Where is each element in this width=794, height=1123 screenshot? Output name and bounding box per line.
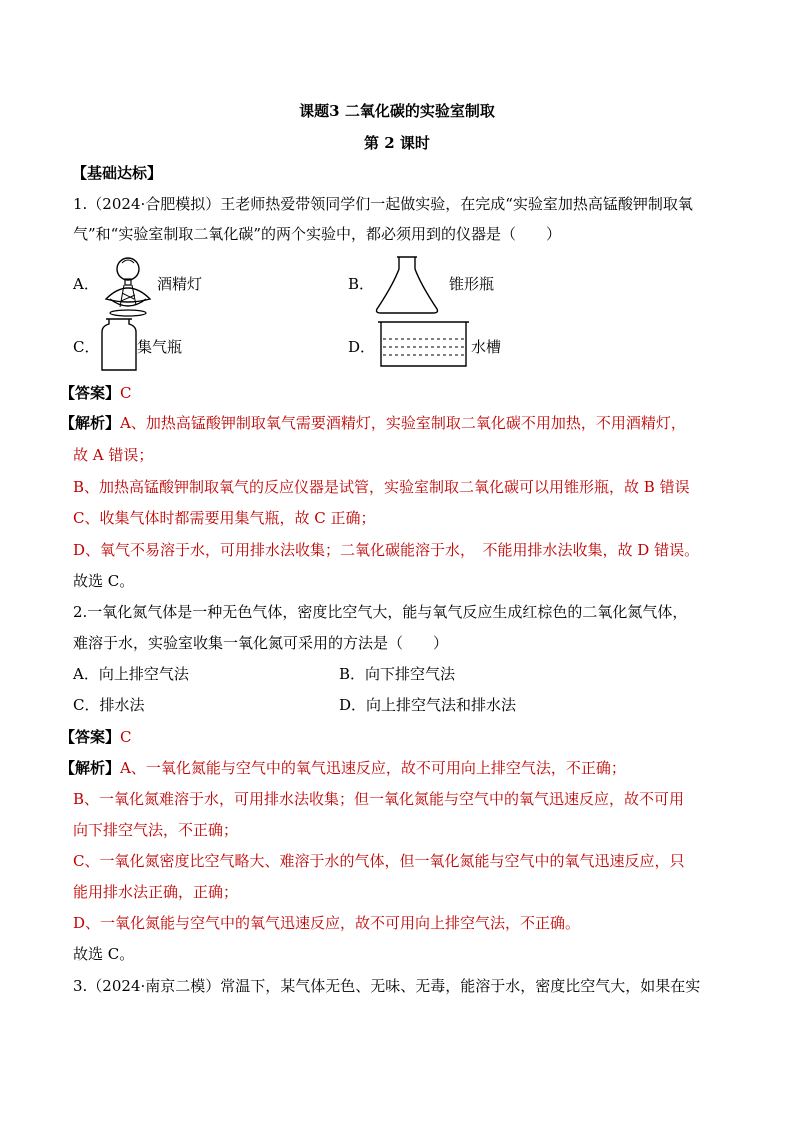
- alcohol-lamp-icon: [100, 255, 156, 317]
- q1-analysis-tag: 【解析】: [60, 414, 121, 432]
- q1-analysis-line4: C、收集气体时都需要用集气瓶，故 C 正确；: [73, 509, 376, 527]
- page-title: 课题3 二氧化碳的实验室制取: [299, 102, 495, 120]
- q2-option-b: [339, 663, 455, 685]
- q2-analysis-line6: D、一氧化氮能与空气中的氧气迅速反应，故不可用向上排空气法，不正确。: [73, 914, 581, 932]
- q1-analysis-line5: D、氧气不易溶于水，可用排水法收集；二氧化碳能溶于水， 不能用排水法收集，故 D 错误。: [73, 541, 700, 559]
- conical-flask-icon: [373, 255, 441, 315]
- q1-option-b-letter: B．: [348, 275, 375, 293]
- q2-option-b-label: 向下排空气法: [365, 665, 456, 683]
- q2-analysis-line4: C、一氧化氮密度比空气略大、难溶于水的气体，但一氧化氮能与空气中的氧气迅速反应，只: [73, 852, 685, 870]
- q2-analysis-text1: A、一氧化氮能与空气中的氧气迅速反应，故不可用向上排空气法，不正确；: [120, 759, 626, 777]
- q2-option-d: [339, 694, 516, 716]
- q1-option-c-label: 集气瓶: [137, 338, 183, 356]
- q2-option-b-letter: B．: [339, 665, 366, 683]
- q1-answer-tag: 【答案】: [60, 384, 121, 402]
- q2-option-d-letter: D．: [339, 696, 367, 714]
- q1-analysis-text1: A、加热高锰酸钾制取氧气需要酒精灯，实验室制取二氧化碳不用加热，不用酒精灯，: [120, 414, 686, 432]
- section-heading: 【基础达标】: [72, 164, 163, 182]
- q2-option-a: [73, 663, 189, 685]
- q2-analysis-line3: 向下排空气法，不正确；: [73, 821, 239, 839]
- q1-option-d-label: 水槽: [471, 338, 502, 356]
- q1-answer: [60, 382, 720, 404]
- q1-option-d-letter: D．: [348, 338, 376, 356]
- q1-option-a-letter: A．: [73, 275, 99, 293]
- q1-stem-line2: 气”和“实验室制取二氧化碳”的两个实验中，都必须用到的仪器是（ ）: [73, 225, 562, 243]
- q2-option-c-label: 排水法: [99, 696, 145, 714]
- q2-option-d-label: 向上排空气法和排水法: [366, 696, 517, 714]
- q1-analysis-line3: B、加热高锰酸钾制取氧气的反应仪器是试管，实验室制取二氧化碳可以用锥形瓶，故 B 错误: [73, 478, 690, 496]
- page-subtitle: 第 2 课时: [364, 134, 430, 152]
- q2-answer: [60, 726, 720, 748]
- q3-stem-line1: 3.（2024·南京二模）常温下，某气体无色、无味、无毒，能溶于水，密度比空气大，如果在实: [73, 977, 701, 995]
- q1-analysis-line2: 故 A 错误；: [73, 446, 154, 464]
- q1-stem-line1: 1.（2024·合肥模拟）王老师热爱带领同学们一起做实验，在完成“实验室加热高锰酸钾制取氧: [73, 195, 693, 213]
- q1-answer-value: C: [120, 384, 132, 402]
- q2-analysis-tag: 【解析】: [60, 759, 121, 777]
- q2-analysis-line1: [60, 757, 720, 779]
- q2-option-a-letter: A．: [73, 665, 99, 683]
- q2-answer-tag: 【答案】: [60, 728, 121, 746]
- q2-stem-line2: 难溶于水，实验室收集一氧化氮可采用的方法是（ ）: [73, 634, 449, 652]
- gas-jar-icon: [100, 318, 138, 372]
- q2-analysis-line5: 能用排水法正确，正确；: [73, 883, 239, 901]
- q1-option-a-label: 酒精灯: [157, 275, 203, 293]
- q1-conclusion: 故选 C。: [73, 572, 135, 590]
- water-trough-icon: [377, 319, 470, 369]
- q2-answer-value: C: [120, 728, 132, 746]
- q2-option-c-letter: C．: [73, 696, 100, 714]
- q1-analysis-line1: [60, 412, 720, 434]
- q2-stem-line1: 2.一氧化氮气体是一种无色气体，密度比空气大，能与氧气反应生成红棕色的二氧化氮气体，: [73, 603, 688, 621]
- q2-option-a-label: 向上排空气法: [98, 665, 189, 683]
- q1-option-b-label: 锥形瓶: [449, 275, 495, 293]
- q2-conclusion: 故选 C。: [73, 945, 135, 963]
- q2-analysis-line2: B、一氧化氮难溶于水，可用排水法收集；但一氧化氮能与空气中的氧气迅速反应，故不可用: [73, 790, 685, 808]
- q2-option-c: [73, 694, 145, 716]
- q1-option-c-letter: C．: [73, 338, 100, 356]
